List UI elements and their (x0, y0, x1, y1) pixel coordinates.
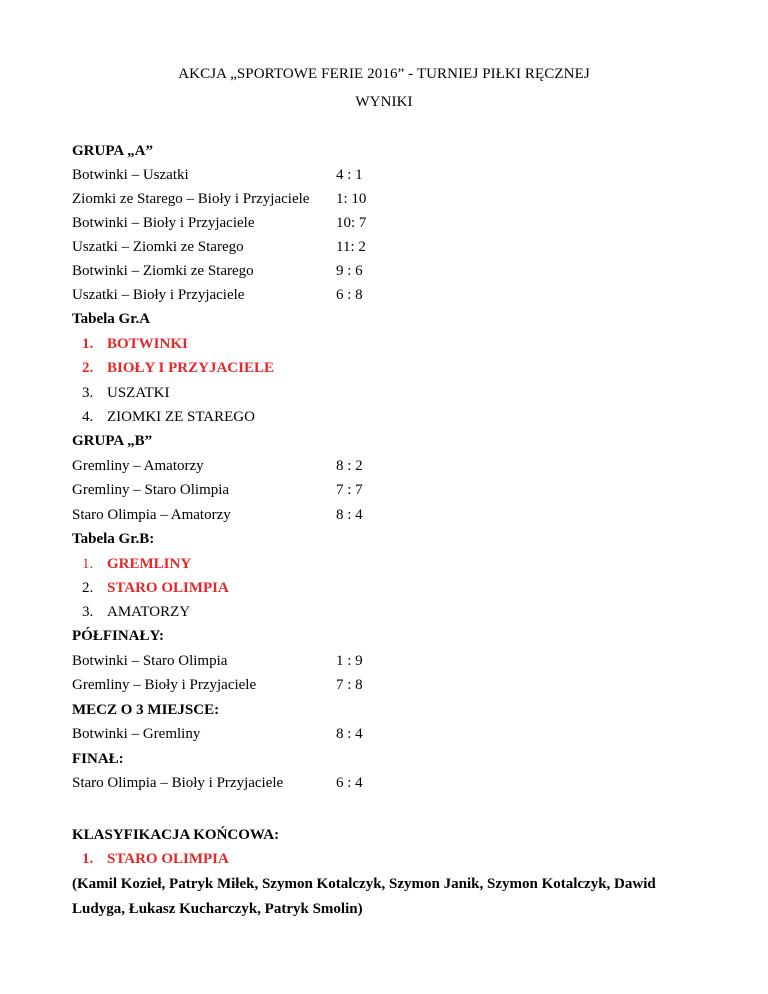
table-entry (82, 408, 255, 426)
match-teams: Botwinki – Staro Olimpia (72, 653, 228, 669)
table-entry-number: 2. (82, 580, 94, 596)
match-score: 6 : 8 (336, 287, 363, 303)
match-score: 1: 10 (336, 191, 367, 207)
classification-entry (82, 850, 229, 868)
table-entry-number: 3. (82, 385, 94, 401)
table-entry (82, 579, 229, 597)
table-entry (82, 335, 188, 353)
table-entry-name: BOTWINKI (107, 336, 188, 352)
match-teams: Botwinki – Ziomki ze Starego (72, 263, 254, 279)
table-entry-number: 1. (82, 556, 94, 572)
table-entry-name: USZATKI (107, 385, 170, 401)
classification-entry-name: STARO OLIMPIA (107, 851, 229, 867)
match-teams: Staro Olimpia – Amatorzy (72, 507, 231, 523)
match-teams: Uszatki – Bioły i Przyjaciele (72, 287, 245, 303)
table-entry (82, 555, 191, 573)
table-entry-name: ZIOMKI ZE STAREGO (107, 409, 255, 425)
classification-entry-number: 1. (82, 851, 94, 867)
match-teams: Staro Olimpia – Bioły i Przyjaciele (72, 775, 284, 791)
match-teams: Gremliny – Bioły i Przyjaciele (72, 677, 257, 693)
match-score: 8 : 4 (336, 726, 363, 742)
match-score: 4 : 1 (336, 167, 363, 183)
table-entry-number: 2. (82, 360, 94, 376)
match-score: 6 : 4 (336, 775, 363, 791)
match-teams: Gremliny – Staro Olimpia (72, 482, 230, 498)
group-a-table-heading: Tabela Gr.A (72, 311, 151, 327)
match-score: 7 : 7 (336, 482, 363, 498)
table-entry (82, 384, 170, 402)
table-entry (82, 603, 190, 621)
group-a-heading: GRUPA „A” (72, 143, 153, 159)
players-list-line: Ludyga, Łukasz Kucharczyk, Patryk Smolin) (72, 901, 363, 917)
semifinals-heading: PÓŁFINAŁY: (72, 628, 164, 644)
table-entry-number: 3. (82, 604, 94, 620)
table-entry-number: 4. (82, 409, 94, 425)
match-teams: Ziomki ze Starego – Bioły i Przyjaciele (72, 191, 310, 207)
table-entry-name: BIOŁY I PRZYJACIELE (107, 360, 274, 376)
match-score: 10: 7 (336, 215, 367, 231)
players-list-line: (Kamil Kozieł, Patryk Miłek, Szymon Kotalczyk, Szymon Janik, Szymon Kotalczyk, Dawid (72, 876, 656, 892)
match-score: 8 : 2 (336, 458, 363, 474)
table-entry-number: 1. (82, 336, 94, 352)
table-entry-name: AMATORZY (107, 604, 191, 620)
match-teams: Botwinki – Gremliny (72, 726, 201, 742)
third-place-heading: MECZ O 3 MIEJSCE: (72, 702, 220, 718)
match-score: 1 : 9 (336, 653, 363, 669)
table-entry-name: GREMLINY (107, 556, 192, 572)
match-teams: Botwinki – Bioły i Przyjaciele (72, 215, 255, 231)
match-teams: Botwinki – Uszatki (72, 167, 189, 183)
document-subtitle: WYNIKI (355, 94, 413, 110)
match-score: 7 : 8 (336, 677, 363, 693)
match-teams: Uszatki – Ziomki ze Starego (72, 239, 244, 255)
final-heading: FINAŁ: (72, 751, 124, 767)
group-b-heading: GRUPA „B” (72, 433, 153, 449)
match-teams: Gremliny – Amatorzy (72, 458, 204, 474)
match-score: 11: 2 (336, 239, 366, 255)
table-entry (82, 359, 274, 377)
match-score: 8 : 4 (336, 507, 363, 523)
table-entry-name: STARO OLIMPIA (107, 580, 229, 596)
match-score: 9 : 6 (336, 263, 363, 279)
classification-heading: KLASYFIKACJA KOŃCOWA: (72, 827, 280, 843)
group-b-table-heading: Tabela Gr.B: (72, 531, 155, 547)
document-title: AKCJA „SPORTOWE FERIE 2016” - TURNIEJ PIŁKI RĘCZNEJ (178, 66, 590, 82)
